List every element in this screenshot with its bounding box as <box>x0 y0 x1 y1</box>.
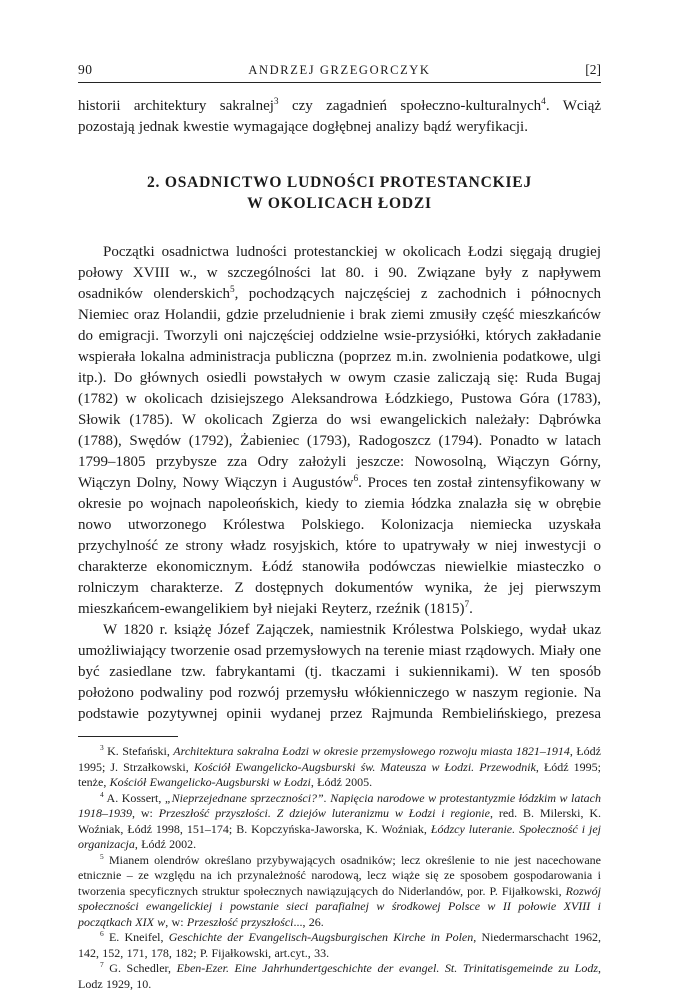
footnotes-block <box>78 744 601 992</box>
footnote-5: $^5$ Mianem olendrów określano przybywających osadników; lecz określenie to nie jest nacechowane etnicznie – ze względu na ich przynależność narodową, lecz wiąże się ze sposobem gospodarowania i tworzenia specyficznych struktur społecznych nawiązujących do Niderlandów, por. P. Fijałkowski, Rozwój społeczności ewangelickiej i powstanie sieci parafialnej w środkowej Polsce w II połowie XVIII i początkach XIX w, w: Przeszłość przyszłości..., 26. <box>78 851 601 929</box>
body-paragraph: W 1820 r. książę Józef Zajączek, namiestnik Królestwa Polskiego, wydał ukaz umożliwiający tworzenie osad przemysłowych na terenie miast rządowych. Miały one być zasiedlane tzw. fabrykantami (tj. tkaczami i sukiennikami). W ten sposób położono podwaliny pod rozwój przemysłu włókienniczego w naszym regionie. Na podstawie pozytywnej opinii wydanej przez Rajmunda Rembielińskiego, prezesa <box>78 622 601 722</box>
body-paragraph: Początki osadnictwa ludności protestanckiej w okolicach Łodzi sięgają drugiej połowy XVIII w., w szczególności lat 80. i 90. Związane były z napływem osadników olenderskich$^5$, pochodzących najczęściej z zachodnich i północnych Niemiec oraz Holandii, gdzie przeludnienie i brak ziemi zmusiły część mieszkańców do emigracji. Tworzyli oni najczęściej oddzielne wsie-przysiółki, których zakładanie wspierała lokalna administracja publiczna (poprzez m.in. zwolnienia podatkowe, ulgi itp.). Do głównych osiedli powstałych w owym czasie zaliczają się: Ruda Bugaj (1782) w okolicach dzisiejszego Aleksandrowa Łódzkiego, Pustowa Góra (1783), Słowik (1785). W okolicach Zgierza do wsi ewangelickich należały: Dąbrówka (1788), Swędów (1792), Żabieniec (1793), Radogoszcz (1794). Ponadto w latach 1799–1805 przybysze zza Odry założyli jeszcze: Nowosolną, Wiączyn Górny, Wiączyn Dolny, Nowy Wiączyn i Augustów$^6$. Proces ten został zintensyfikowany w okresie po wojnach napoleońskich, kiedy to ziemia łódzka znalazła się w obrębie nowo utworzonego Królestwa Polskiego. Kolonizacja niemiecka uzyskała przychylność ze strony władz rosyjskich, które to upatrywały w niej inwestycji o charakterze ekonomicznym. Łódź stanowiła podówczas niewielkie miasteczko o rolniczym charakterze. Z dostępnych dokumentów wynika, że jej pierwszym mieszkańcem-ewangelikiem był niejaki Reyterz, rzeźnik $(1815)^7$. <box>78 244 602 617</box>
running-title: ANDRZEJ GRZEGORCZYK <box>248 63 431 77</box>
page-number: 90 <box>78 62 93 77</box>
intro-paragraph: historii architektury sakralnej$^3$ czy zagadnień społeczno-kulturalnych$^4$. Wciąż pozostają jednak kwestie wymagające dogłębnej analizy bądź weryfikacji. <box>78 97 602 135</box>
running-header <box>78 62 601 83</box>
footnote-3: $^3$ K. Stefański, Architektura sakralna Łodzi w okresie przemysłowego rozwoju miasta 1821–1914, Łódź 1995; J. Strzałkowski, Kościół Ewangelicko-Augsburski św. Mateusza w Łodzi. Przewodnik, Łódź 1995; tenże, Kościół Ewangelicko-Augsburski w Łodzi, Łódź 2005. <box>78 743 601 789</box>
section-heading <box>78 172 601 214</box>
footnote-4: $^4$ A. Kossert, „Nieprzejednane sprzeczności?”. Napięcia narodowe w protestantyzmie łódzkim w latach 1918–1939, w: Przeszłość przyszłości. Z dziejów luteranizmu w Łodzi i regionie, red. B. Milerski, K. Woźniak, Łódź 1998, 151–174; B. Kopczyńska-Jaworska, K. Woźniak, Łódzcy luteranie. Społeczność i jej organizacja, Łódź 2002. <box>78 789 601 851</box>
pagination-mark: [2] <box>585 62 601 77</box>
footnote-separator-rule <box>78 736 178 737</box>
footnote-7: $^7$ G. Schedler, Eben-Ezer. Eine Jahrhundertgeschichte der evangel. St. Trinitatisgemeinde zu Lodz, Lodz 1929, 10. <box>78 960 601 991</box>
section-heading-line2: W OKOLICACH ŁODZI <box>247 195 432 212</box>
section-heading-line1: 2. OSADNICTWO LUDNOŚCI PROTESTANCKIEJ <box>146 174 532 191</box>
footnote-6: $^6$ E. Kneifel, Geschichte der Evangelisch-Augsburgischen Kirche in Polen, Niedermarschacht 1962, 142, 152, 171, 178, 182; P. Fijałkowski, art.cyt., 33. <box>78 929 601 960</box>
